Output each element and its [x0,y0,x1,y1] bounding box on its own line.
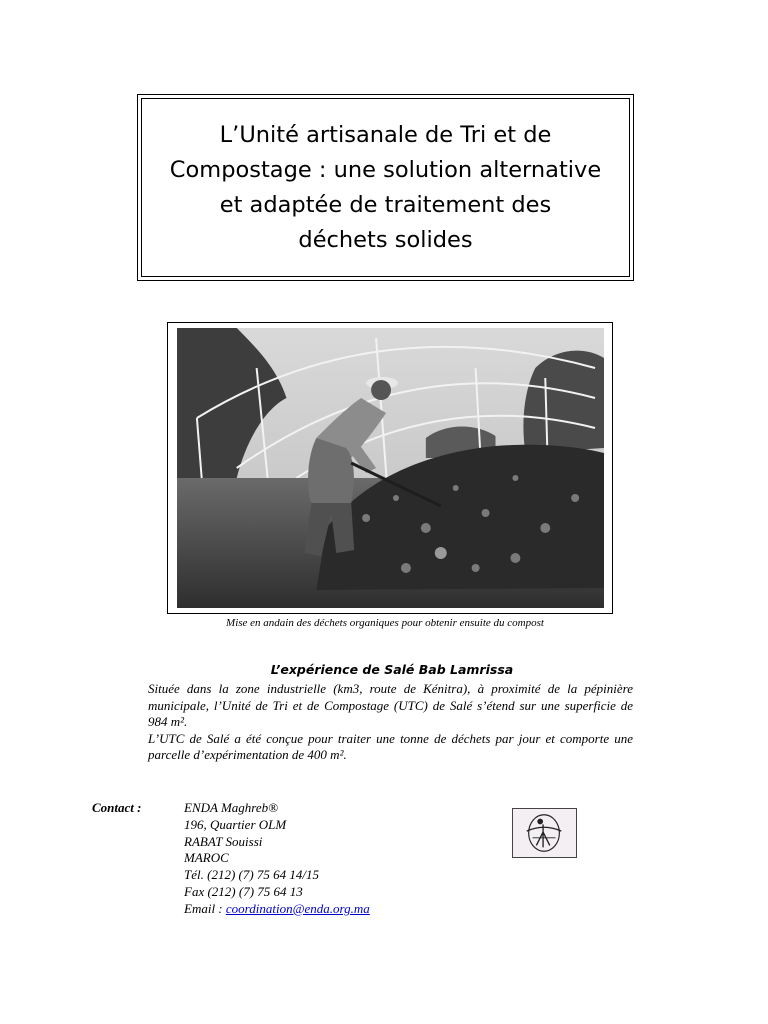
paragraph-location: Située dans la zone industrielle (km3, route de Kénitra), à proximité de la pépinière municipale, l’Unité de Tri et de Compostage (UTC) de Salé s’étend sur une superficie de 984 m². [148,681,633,729]
contact-org: ENDA Maghreb® [184,800,279,815]
section-heading: L’expérience de Salé Bab Lamrissa [270,662,514,677]
photo-caption: Mise en andain des déchets organiques pour obtenir ensuite du compost [226,617,544,629]
contact-fax: Fax (212) (7) 75 64 13 [184,883,303,899]
document-title [164,118,607,258]
compost-photo [177,328,604,608]
section-body [148,681,633,764]
paragraph-capacity: L’UTC de Salé a été conçue pour traiter une tonne de déchets par jour et comporte une parcelle d’expérimentation de 400 m². [148,730,633,762]
title-line-2: Compostage : une solution alternative [169,156,602,183]
contact-address-1: 196, Quartier OLM [184,816,287,832]
title-line-4: déchets solides [298,226,473,253]
enda-logo [512,808,577,858]
title-line-1: L’Unité artisanale de Tri et de [219,121,552,148]
contact-block [184,800,370,918]
photo-frame [167,322,613,614]
enda-figure-logo-icon [513,809,576,857]
contact-address-2: RABAT Souissi [184,833,263,849]
title-line-3: et adaptée de traitement des [219,191,552,218]
contact-email-row [184,901,370,918]
contact-label: Contact : [92,800,142,815]
title-box [137,94,634,281]
title-inner-border [141,98,630,277]
contact-country: MAROC [184,850,229,866]
contact-email-label: Email : [184,900,226,916]
contact-email-link[interactable]: coordination@enda.org.ma [225,900,370,916]
contact-phone: Tél. (212) (7) 75 64 14/15 [184,867,320,883]
